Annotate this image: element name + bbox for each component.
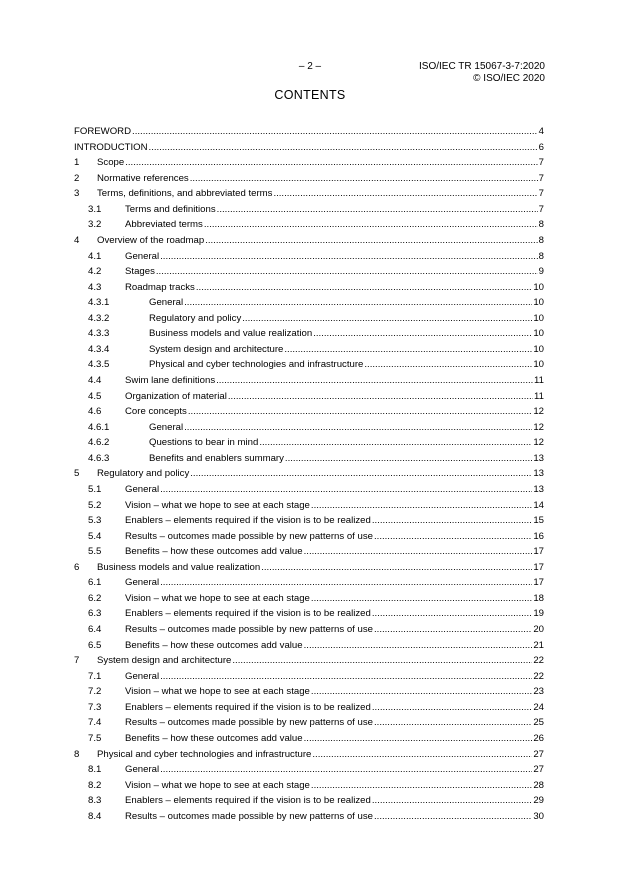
toc-entry-title: Regulatory and policy [97,468,190,480]
toc-entry-title: General [125,483,160,495]
toc-entry[interactable] [74,173,544,189]
toc-entry-title: Terms, definitions, and abbreviated terms [97,188,273,200]
toc-entry-title: Normative references [97,172,189,184]
dot-leader [261,562,532,573]
dot-leader [311,780,532,791]
toc-entry-page: 7 [538,203,544,215]
dot-leader [372,515,532,526]
toc-entry[interactable] [74,608,544,624]
dot-leader [304,733,533,744]
toc-entry-title: Stages [125,266,155,278]
toc-entry-number: 7.4 [88,717,102,729]
toc-entry-title: Results – outcomes made possible by new patterns of use [125,624,373,635]
dot-leader [196,282,532,293]
toc-entry-page: 21 [533,639,544,651]
toc-entry[interactable] [74,375,544,391]
toc-entry[interactable] [74,468,544,484]
toc-entry-title: System design and architecture [149,343,284,355]
toc-entry-page: 10 [533,359,544,371]
toc-entry-number: 3 [74,188,80,200]
toc-entry-number: 5 [74,468,80,480]
dot-leader [188,406,532,417]
toc-entry[interactable] [74,546,544,562]
toc-entry-number: 4.6.3 [88,452,110,464]
toc-entry-number: 6.2 [88,592,102,604]
toc-entry-page: 4 [538,126,544,137]
toc-entry-page: 23 [533,686,544,698]
toc-entry-number: 5.1 [88,483,102,495]
toc-entry-number: 6.3 [88,608,102,620]
toc-entry-title: Business models and value realization [149,328,313,340]
toc-entry-title: Overview of the roadmap [97,234,205,246]
toc-entry-title: General [149,421,184,433]
toc-entry[interactable] [74,717,544,733]
toc-entry-page: 26 [533,732,544,744]
dot-leader [232,655,532,666]
dot-leader [311,593,532,604]
toc-entry-title: Enablers – elements required if the vision is to be realized [125,795,371,807]
toc-entry-number: 4.6.2 [88,437,110,449]
dot-leader [374,531,532,542]
toc-entry-number: 6.5 [88,639,102,651]
dot-leader [184,422,532,433]
dot-leader [205,235,537,246]
toc-entry-title: Vision – what we hope to see at each stage [125,686,310,698]
toc-entry[interactable] [74,313,544,329]
dot-leader [190,173,538,184]
toc-entry-title: Roadmap tracks [125,281,195,293]
toc-entry-number: 7.5 [88,732,102,744]
toc-entry-title: Results – outcomes made possible by new patterns of use [125,717,373,729]
toc-entry-title: Swim lane definitions [125,375,216,386]
dot-leader [273,188,537,199]
dot-leader [312,749,532,760]
toc-entry-number: 4.1 [88,250,102,262]
toc-entry[interactable] [74,359,544,375]
toc-entry-page: 12 [533,437,544,449]
dot-leader [284,344,532,355]
toc-entry-number: 7.1 [88,670,102,682]
toc-entry-page: 22 [533,670,544,682]
toc-entry[interactable] [74,297,544,313]
toc-entry[interactable] [74,655,544,671]
toc-entry-page: 11 [534,390,544,402]
dot-leader [311,500,532,511]
toc-entry-number: 5.5 [88,546,102,558]
toc-entry[interactable] [74,437,544,453]
toc-entry-title: Regulatory and policy [149,312,242,324]
toc-entry[interactable] [74,640,544,656]
toc-entry-page: 24 [533,701,544,713]
toc-entry-title: Questions to bear in mind [149,437,259,449]
dot-leader [125,157,537,168]
toc-entry-number: 7 [74,655,80,667]
toc-entry-page: 29 [533,795,544,807]
toc-entry-number: 4.3.4 [88,343,110,355]
dot-leader [304,640,533,651]
toc-entry-page: 18 [533,592,544,604]
toc-entry[interactable] [74,764,544,780]
toc-entry[interactable] [74,780,544,796]
toc-entry-title: Vision – what we hope to see at each stage [125,779,310,791]
toc-entry-number: 5.4 [88,530,102,542]
toc-entry-number: 7.2 [88,686,102,698]
copyright-notice: © ISO/IEC 2020 [473,73,545,84]
dot-leader [259,437,532,448]
dot-leader [374,811,532,822]
toc-entry-title: General [125,250,160,262]
toc-entry-page: 13 [533,483,544,495]
toc-entry[interactable] [74,562,544,578]
toc-entry[interactable] [74,624,544,640]
toc-entry-title: Enablers – elements required if the vision is to be realized [125,608,371,620]
toc-entry-number: 4.3.5 [88,359,110,371]
toc-entry[interactable] [74,531,544,547]
toc-entry-page: 22 [533,655,544,667]
dot-leader [149,142,538,153]
toc-entry-number: 1 [74,157,80,169]
dot-leader [184,297,532,308]
toc-entry-title: Results – outcomes made possible by new patterns of use [125,810,373,822]
dot-leader [160,671,532,682]
toc-entry[interactable] [74,406,544,422]
toc-entry-page: 25 [533,717,544,729]
toc-entry-number: 2 [74,172,80,184]
toc-entry[interactable] [74,577,544,593]
dot-leader [285,453,532,464]
toc-entry[interactable] [74,795,544,811]
toc-entry-page: 10 [533,343,544,355]
toc-entry-number: 4.2 [88,266,102,278]
toc-entry-number: 4.6.1 [88,421,110,433]
toc-entry-page: 9 [538,266,544,278]
dot-leader [190,468,532,479]
toc-entry-title: Enablers – elements required if the vision is to be realized [125,515,371,527]
toc-entry-title: INTRODUCTION [74,141,148,153]
toc-entry[interactable] [74,157,544,173]
toc-entry[interactable] [74,328,544,344]
toc-entry-page: 10 [533,312,544,324]
toc-entry-number: 6.4 [88,624,102,635]
toc-entry-title: General [125,577,160,589]
toc-entry[interactable] [74,142,544,158]
toc-entry[interactable] [74,266,544,282]
dot-leader [160,251,538,262]
toc-entry-page: 10 [533,281,544,293]
standard-designation: ISO/IEC TR 15067-3-7:2020 [419,61,545,72]
dot-leader [204,219,538,230]
dot-leader [132,126,538,137]
toc-entry-number: 5.3 [88,515,102,527]
toc-entry[interactable] [74,671,544,687]
toc-entry[interactable] [74,188,544,204]
dot-leader [372,608,532,619]
toc-entry[interactable] [74,500,544,516]
toc-entry-number: 6.1 [88,577,102,589]
toc-entry-page: 7 [538,172,544,184]
dot-leader [364,359,532,370]
toc-entry[interactable] [74,593,544,609]
toc-entry-number: 4.5 [88,390,102,402]
toc-entry-page: 27 [533,764,544,776]
toc-entry-title: Core concepts [125,406,187,418]
page-number: – 2 – [298,61,322,72]
toc-entry-page: 7 [538,157,544,169]
toc-entry-page: 19 [533,608,544,620]
toc-entry-title: Physical and cyber technologies and infrastructure [149,359,364,371]
toc-entry-number: 4.3.2 [88,312,110,324]
toc-entry-page: 10 [533,297,544,309]
toc-entry[interactable] [74,219,544,235]
toc-entry-number: 7.3 [88,701,102,713]
toc-entry-title: Vision – what we hope to see at each stage [125,592,310,604]
toc-entry[interactable] [74,515,544,531]
toc-entry-title: Vision – what we hope to see at each stage [125,499,310,511]
dot-leader [156,266,538,277]
toc-entry-title: Abbreviated terms [125,219,203,231]
toc-entry[interactable] [74,749,544,765]
toc-entry[interactable] [74,484,544,500]
toc-entry-number: 4.4 [88,375,102,386]
toc-entry-page: 7 [538,188,544,200]
toc-entry-title: General [125,764,160,776]
toc-entry[interactable] [74,733,544,749]
toc-entry[interactable] [74,126,544,142]
toc-entry-number: 8.4 [88,810,102,822]
toc-entry-page: 15 [533,515,544,527]
toc-entry[interactable] [74,811,544,827]
toc-entry[interactable] [74,391,544,407]
toc-entry-number: 4.3.3 [88,328,110,340]
toc-entry[interactable] [74,453,544,469]
dot-leader [242,313,532,324]
toc-entry-page: 8 [538,234,544,246]
toc-entry-page: 17 [533,561,544,573]
toc-entry-page: 10 [533,328,544,340]
toc-entry-number: 4.6 [88,406,102,418]
toc-entry[interactable] [74,422,544,438]
toc-entry-page: 13 [533,452,544,464]
toc-entry[interactable] [74,251,544,267]
dot-leader [216,375,533,386]
toc-entry-title: Organization of material [125,390,227,402]
dot-leader [228,391,533,402]
toc-entry-title: Benefits and enablers summary [149,452,284,464]
toc-entry-title: Physical and cyber technologies and infrastructure [97,748,312,760]
toc-entry-title: General [149,297,184,309]
toc-entry-page: 12 [533,406,544,418]
toc-entry-title: Results – outcomes made possible by new patterns of use [125,530,373,542]
toc-entry-title: Benefits – how these outcomes add value [125,732,303,744]
dot-leader [160,484,532,495]
toc-entry-title: Terms and definitions [125,203,216,215]
toc-entry-title: Business models and value realization [97,561,261,573]
toc-entry[interactable] [74,702,544,718]
toc-entry-number: 3.2 [88,219,102,231]
toc-entry-number: 5.2 [88,499,102,511]
dot-leader [372,795,532,806]
toc-entry-title: FOREWORD [74,126,132,137]
toc-entry-title: System design and architecture [97,655,232,667]
dot-leader [160,577,532,588]
page-title: CONTENTS [274,88,346,102]
toc-entry-page: 16 [533,530,544,542]
toc-entry-page: 6 [538,141,544,153]
toc-entry-title: Enablers – elements required if the vision is to be realized [125,701,371,713]
toc-entry[interactable] [74,686,544,702]
toc-entry-page: 17 [533,577,544,589]
toc-entry[interactable] [74,235,544,251]
dot-leader [372,702,532,713]
dot-leader [313,328,532,339]
dot-leader [374,624,532,635]
toc-entry-page: 13 [533,468,544,480]
dot-leader [311,686,532,697]
toc-entry-number: 4.3 [88,281,102,293]
toc-entry-page: 27 [533,748,544,760]
toc-entry[interactable] [74,204,544,220]
toc-entry-number: 4 [74,234,80,246]
toc-entry-number: 4.3.1 [88,297,110,309]
toc-entry-number: 8.3 [88,795,102,807]
toc-entry-number: 8.1 [88,764,102,776]
dot-leader [304,546,533,557]
toc-entry-number: 8 [74,748,80,760]
toc-entry-page: 8 [538,250,544,262]
toc-entry-page: 8 [538,219,544,231]
toc-entry-title: Benefits – how these outcomes add value [125,546,303,558]
toc-entry-page: 14 [533,499,544,511]
toc-entry-page: 17 [533,546,544,558]
dot-leader [160,764,532,775]
toc-entry-page: 30 [533,810,544,822]
toc-entry-page: 20 [533,624,544,635]
toc-entry-number: 3.1 [88,203,102,215]
toc-entry-title: Benefits – how these outcomes add value [125,639,303,651]
toc-entry-title: General [125,670,160,682]
toc-entry-page: 28 [533,779,544,791]
toc-entry-number: 6 [74,561,80,573]
toc-entry[interactable] [74,344,544,360]
dot-leader [217,204,538,215]
toc-entry-number: 8.2 [88,779,102,791]
toc-entry-title: Scope [97,157,125,169]
dot-leader [374,717,532,728]
toc-entry-page: 12 [533,421,544,433]
toc-entry-page: 11 [534,375,544,386]
table-of-contents [74,126,544,826]
toc-entry[interactable] [74,282,544,298]
